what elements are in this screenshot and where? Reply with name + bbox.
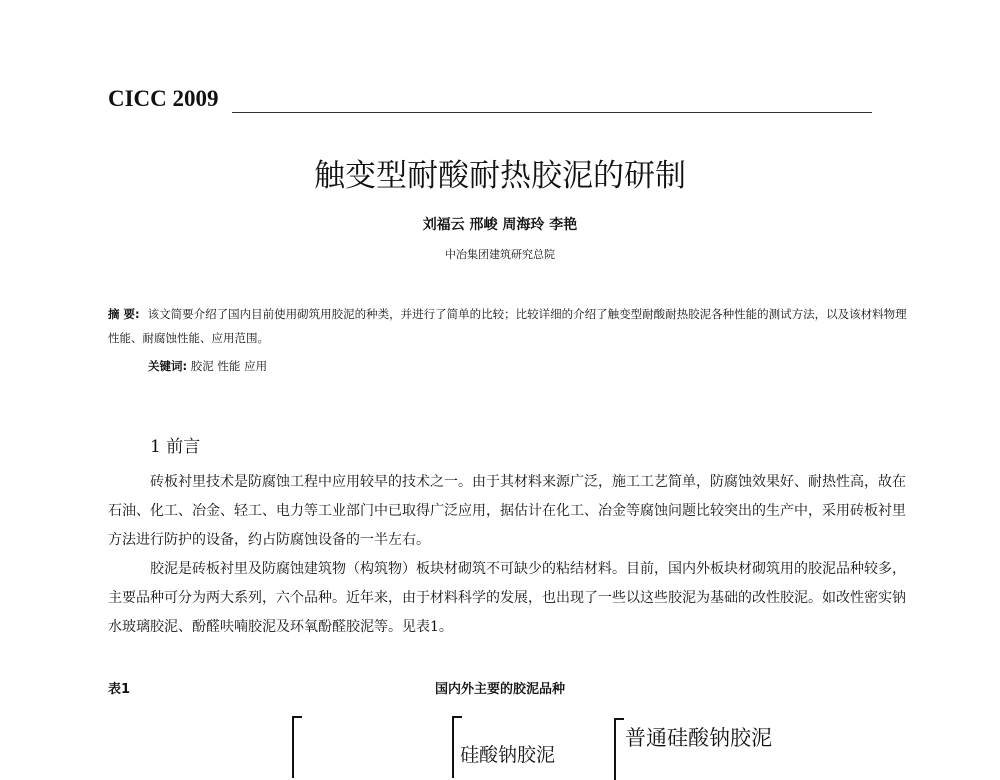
conference-header: CICC 2009 bbox=[108, 86, 219, 111]
keywords-label: 关键词: bbox=[148, 359, 188, 373]
keywords-text: 胶泥 性能 应用 bbox=[190, 359, 268, 373]
brace bbox=[292, 716, 302, 778]
brace bbox=[614, 718, 624, 780]
paragraph: 胶泥是砖板衬里及防腐蚀建筑物（构筑物）板块材砌筑不可缺少的粘结材料。目前，国内外板块材砌筑用的胶泥品种较多，主要品种可分为两大系列，六个品种。近年来，由于材料科学的发展，也出现了一些以这些胶泥为基础的改性胶泥。如改性密实钠水玻璃胶泥、酚醛呋喃胶泥及环氧酚醛胶泥等。见表1。 bbox=[108, 561, 906, 635]
paragraph: 砖板衬里技术是防腐蚀工程中应用较早的技术之一。由于其材料来源广泛，施工工艺简单，防腐蚀效果好、耐热性高，故在石油、化工、冶金、轻工、电力等工业部门中已取得广泛应用，据估计在化工、冶金等腐蚀问题比较突出的生产中，采用砖板衬里方法进行防护的设备，约占防腐蚀设备的一半左右。 bbox=[108, 474, 906, 548]
authors: 刘福云 邢峻 周海玲 李艳 bbox=[422, 217, 578, 233]
table-item: 硅酸钠胶泥 bbox=[460, 744, 556, 766]
affiliation: 中冶集团建筑研究总院 bbox=[445, 248, 555, 261]
abstract-text: 该文简要介绍了国内目前使用砌筑用胶泥的种类，并进行了简单的比较；比较详细的介绍了触变型耐酸耐热胶泥各种性能的测试方法，以及该材料物理性能、耐腐蚀性能、应用范围。 bbox=[108, 307, 907, 345]
table-caption: 国内外主要的胶泥品种 bbox=[434, 682, 565, 697]
header-rule bbox=[232, 112, 872, 113]
table-item: 普通硅酸钠胶泥 bbox=[625, 726, 772, 750]
table-label: 表1 bbox=[108, 682, 131, 697]
section-body bbox=[108, 468, 908, 642]
abstract-label: 摘 要: bbox=[108, 307, 140, 321]
paper-title: 触变型耐酸耐热胶泥的研制 bbox=[314, 158, 686, 194]
abstract bbox=[108, 302, 908, 350]
keywords bbox=[148, 358, 267, 374]
section-heading: 1 前言 bbox=[150, 437, 201, 457]
